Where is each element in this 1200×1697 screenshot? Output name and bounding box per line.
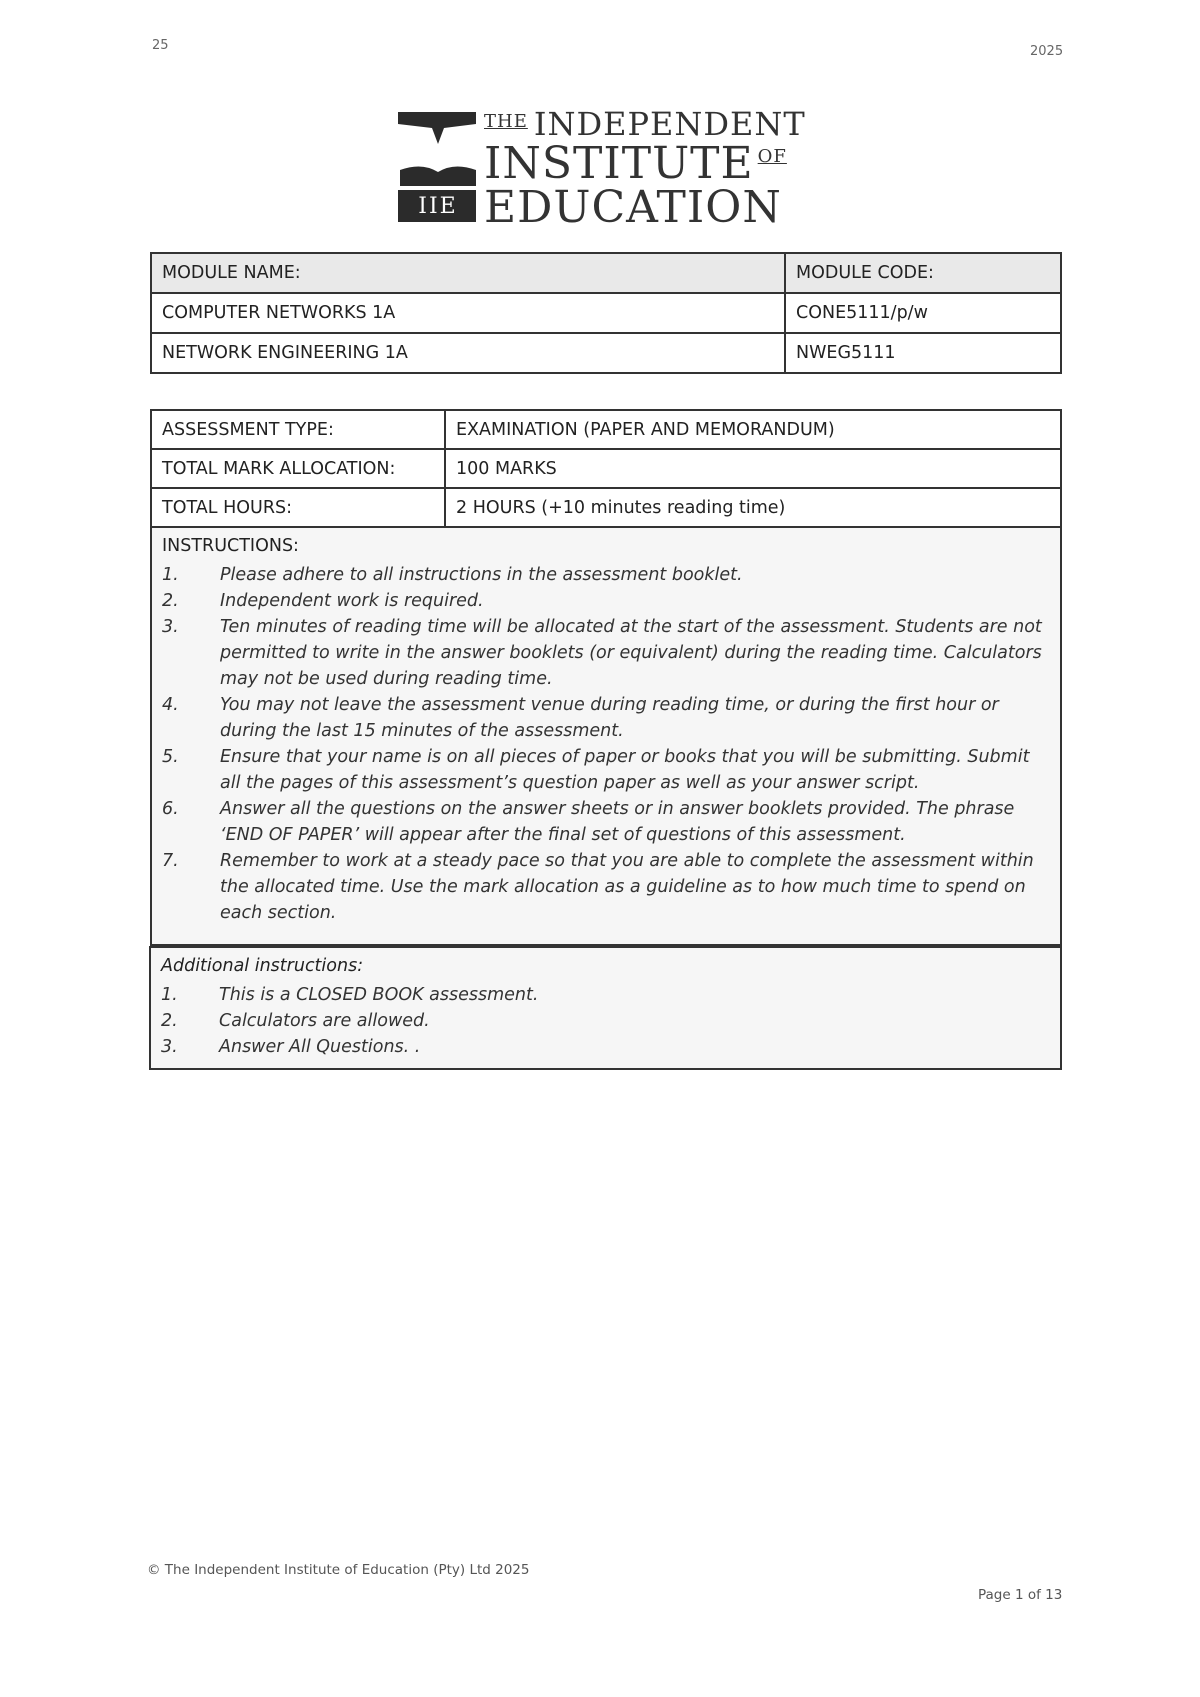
additional-instructions-box bbox=[149, 946, 1062, 1070]
logo-institute: INSTITUTE bbox=[484, 138, 754, 189]
assessment-label: ASSESSMENT TYPE: bbox=[151, 410, 445, 449]
page-corner-right: 2025 bbox=[1030, 44, 1064, 59]
assessment-label: TOTAL HOURS: bbox=[151, 488, 445, 527]
module-code-cell: NWEG5111 bbox=[785, 333, 1061, 373]
module-code-cell: CONE5111/p/w bbox=[785, 293, 1061, 333]
list-item: 5. Ensure that your name is on all pieces of paper or books that you will be submitting. Submit all the pages of this assessment’s question paper as well as your answer script. bbox=[162, 747, 1030, 793]
iie-logo bbox=[398, 105, 818, 233]
logo-the: THE bbox=[484, 111, 528, 132]
list-item: 2. Calculators are allowed. bbox=[161, 1011, 430, 1031]
iie-emblem-mark: IIE bbox=[418, 194, 458, 219]
assessment-value: EXAMINATION (PAPER AND MEMORANDUM) bbox=[445, 410, 1061, 449]
additional-title: Additional instructions: bbox=[161, 956, 364, 976]
instructions-box bbox=[150, 528, 1062, 946]
logo-of: OF bbox=[757, 146, 787, 167]
list-item: 7. Remember to work at a steady pace so that you are able to complete the assessment within the allocated time. Use the mark allocation as a guideline as to how much time to spend on each section. bbox=[162, 851, 1034, 923]
list-item: 3. Answer All Questions. . bbox=[161, 1037, 421, 1057]
assessment-value: 100 MARKS bbox=[445, 449, 1061, 488]
assessment-value: 2 HOURS (+10 minutes reading time) bbox=[445, 488, 1061, 527]
module-name-cell: COMPUTER NETWORKS 1A bbox=[151, 293, 785, 333]
list-item: 2. Independent work is required. bbox=[162, 591, 484, 611]
page-corner-left: 25 bbox=[152, 38, 169, 53]
list-item: 4. You may not leave the assessment venue during reading time, or during the first hour or during the last 15 minutes of the assessment. bbox=[162, 695, 999, 741]
logo-wordmark bbox=[484, 105, 806, 233]
additional-list bbox=[161, 982, 1052, 1060]
logo-education: EDUCATION bbox=[484, 182, 782, 233]
footer-copyright: © The Independent Institute of Education (Pty) Ltd 2025 bbox=[147, 1562, 530, 1578]
assessment-label: TOTAL MARK ALLOCATION: bbox=[151, 449, 445, 488]
module-name-header: MODULE NAME: bbox=[151, 253, 785, 293]
assessment-table bbox=[150, 409, 1062, 528]
module-name-cell: NETWORK ENGINEERING 1A bbox=[151, 333, 785, 373]
instructions-title: INSTRUCTIONS: bbox=[162, 536, 299, 556]
list-item: 6. Answer all the questions on the answer sheets or in answer booklets provided. The phrase ‘END OF PAPER’ will appear after the final set of questions of this assessment. bbox=[162, 799, 1015, 845]
list-item: 1. Please adhere to all instructions in the assessment booklet. bbox=[162, 565, 743, 585]
module-table bbox=[150, 252, 1062, 374]
page-number: Page 1 of 13 bbox=[978, 1587, 1063, 1603]
instructions-list bbox=[162, 562, 1052, 926]
logo-independent: INDEPENDENT bbox=[533, 105, 806, 143]
list-item: 3. Ten minutes of reading time will be allocated at the start of the assessment. Students are not permitted to write in the answer booklets (or equivalent) during the reading time. Calculators may not be used during reading time. bbox=[162, 617, 1042, 689]
list-item: 1. This is a CLOSED BOOK assessment. bbox=[161, 985, 539, 1005]
module-code-header: MODULE CODE: bbox=[785, 253, 1061, 293]
